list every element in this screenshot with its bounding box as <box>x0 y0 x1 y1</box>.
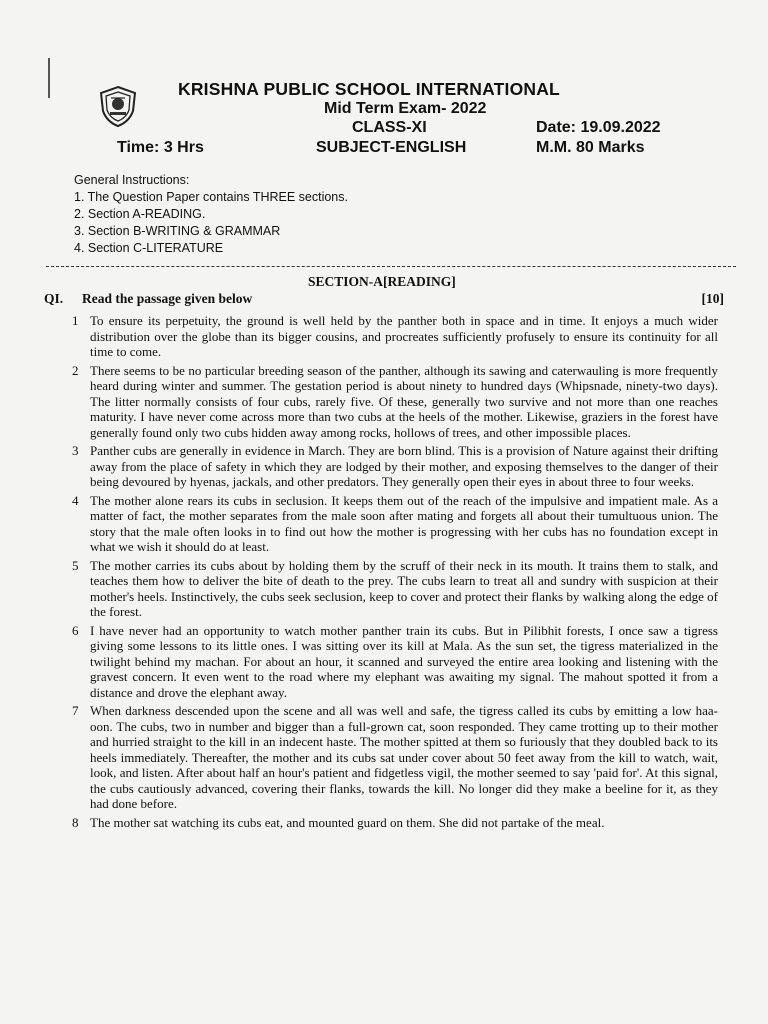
paragraph-number: 3 <box>72 443 79 458</box>
paragraph-number: 8 <box>72 814 79 830</box>
class-name: CLASS-XI <box>352 119 427 136</box>
school-name: KRISHNA PUBLIC SCHOOL INTERNATIONAL <box>178 79 560 99</box>
passage-paragraph <box>72 313 718 360</box>
question-marks: [10] <box>701 291 724 306</box>
paragraph-text: I have never had an opportunity to watch mother panther train its cubs. But in Pilibhit forests, I once saw a tigress giving some lessons to its little ones. I was sitting over its kill at Mala. As the sun set, the tigress materialized in the twilight behind my machan. For about an hour, it scanned and surveyed the entire area looking and listening with the gravest concern. It even went to the road where my elephant was awaiting my signal. The mahout spotted it from a distance and drove the elephant away. <box>90 622 718 700</box>
section-divider <box>46 266 736 267</box>
general-instructions <box>74 172 348 257</box>
passage-paragraph <box>72 493 718 555</box>
instruction-item: 2. Section A-READING. <box>74 207 206 221</box>
passage-paragraph <box>72 363 718 441</box>
max-marks: M.M. 80 Marks <box>536 139 645 156</box>
exam-name: Mid Term Exam- 2022 <box>324 100 487 117</box>
school-logo-icon <box>96 84 140 128</box>
passage-paragraph <box>72 443 718 490</box>
paragraph-number: 6 <box>72 622 79 638</box>
paragraph-text: The mother carries its cubs about by holding them by the scruff of their neck in its mouth. It trains them to stalk, and teaches them how to deliver the bite of death to the prey. The cubs learn to treat all and sundry with suspicion at their mother's heels. Instinctively, the cubs seek seclusion, keep to cover and protect their flanks by walking along the edge of the forest. <box>90 557 718 619</box>
paragraph-text: The mother sat watching its cubs eat, and mounted guard on them. She did not partake of the meal. <box>90 814 605 830</box>
margin-mark <box>48 58 50 98</box>
exam-date: Date: 19.09.2022 <box>536 119 661 136</box>
reading-passage <box>72 313 718 833</box>
section-title: SECTION-A[READING] <box>308 274 456 289</box>
paragraph-text: To ensure its perpetuity, the ground is well held by the panther both in space and in time. It enjoys a much wider distribution over the globe than its bigger cousins, and procreates sufficiently profusely to ensure its continuity for all time to come. <box>90 313 718 359</box>
passage-paragraph <box>72 703 718 812</box>
passage-paragraph <box>72 815 718 831</box>
paragraph-text: Panther cubs are generally in evidence in March. They are born blind. This is a provision of Nature against their drifting away from the place of safety in which they are lodged by their mother, and exposing themselves to the danger of their being devoured by hyenas, jackals, and other predators. They generally open their eyes in about three to four weeks. <box>90 443 718 489</box>
paragraph-text: There seems to be no particular breeding season of the panther, although its sawing and caterwauling is more frequently heard during winter and summer. The gestation period is about ninety to hundred days (Whipsnade, ninety-two days). The litter normally consists of four cubs, rarely five. Of these, generally two survive and not more than one reaches maturity. I have never come across more than two cubs at the heels of the mother. Likewise, graziers in the forest have generally found only two cubs hidden away among rocks, hollows of trees, and other impossible places. <box>90 362 718 440</box>
paragraph-number: 1 <box>72 313 79 328</box>
instructions-title: General Instructions: <box>74 173 190 187</box>
paragraph-text: When darkness descended upon the scene and all was well and safe, the tigress called its cubs by emitting a low haa-oon. The cubs, two in number and bigger than a full-grown cat, soon responded. They came trotting up to their mother and hurried straight to the kill in an indecent haste. The mother spitted at them so furiously that they doubled back to its heels immediately. Thereafter, the mother and its cubs sat under cover about 50 feet away from the kill to watch, wait, look, and listen. After about half an hour's patient and fidgetless vigil, the mother seemed to say 'paid for'. At this signal, the cubs cautiously advanced, covering their flanks, towards the kill. No longer did they make a beeline for it, as they had done before. <box>90 703 718 811</box>
instructions-list <box>74 189 348 257</box>
passage-paragraph <box>72 558 718 620</box>
paragraph-number: 4 <box>72 492 79 508</box>
exam-subject: SUBJECT-ENGLISH <box>316 139 467 156</box>
instruction-item: 1. The Question Paper contains THREE sections. <box>74 190 348 204</box>
exam-time: Time: 3 Hrs <box>117 139 204 156</box>
instruction-item: 4. Section C-LITERATURE <box>74 241 224 255</box>
instruction-item: 3. Section B-WRITING & GRAMMAR <box>74 224 281 238</box>
paragraph-text: The mother alone rears its cubs in seclusion. It keeps them out of the reach of the impulsive and impatient male. As a matter of fact, the mother separates from the male soon after mating and forgets all about their tumultuous union. The story that the male often looks in to find out how the mother is progressing with her cubs has no foundation except in what we wish it should do at least. <box>90 492 718 554</box>
paragraph-number: 5 <box>72 557 79 573</box>
paragraph-number: 7 <box>72 703 79 718</box>
question-text: Read the passage given below <box>82 291 253 306</box>
paragraph-number: 2 <box>72 362 79 378</box>
question-number: QI. <box>44 291 64 306</box>
passage-paragraph <box>72 623 718 701</box>
